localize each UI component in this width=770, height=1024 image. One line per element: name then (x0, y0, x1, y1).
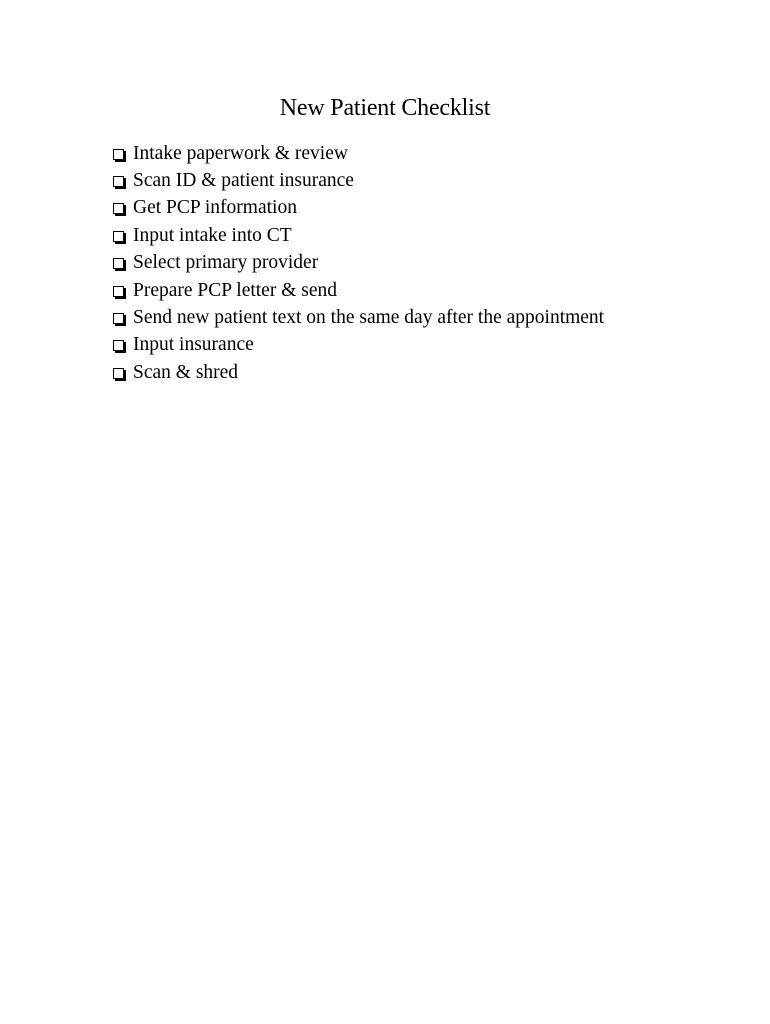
empty-checkbox-icon (113, 231, 124, 242)
empty-checkbox-icon (113, 149, 124, 160)
checklist-item-label: Send new patient text on the same day after the appointment (133, 307, 605, 329)
empty-checkbox-icon (113, 340, 124, 351)
checklist-item (113, 304, 604, 331)
page-title: New Patient Checklist (279, 95, 491, 121)
checklist-item-label: Get PCP information (133, 197, 297, 219)
checklist-item (113, 332, 604, 359)
checklist-item-label: Input intake into CT (133, 224, 292, 246)
empty-checkbox-icon (113, 258, 124, 269)
empty-checkbox-icon (113, 203, 124, 214)
checklist-item (113, 140, 604, 167)
checklist-item-label: Select primary provider (133, 252, 319, 274)
checklist-item (113, 222, 604, 249)
empty-checkbox-icon (113, 313, 124, 324)
checklist-item (113, 167, 604, 194)
checklist-item (113, 359, 604, 386)
checklist-item (113, 277, 604, 304)
checklist-item (113, 195, 604, 222)
checklist-item (113, 250, 604, 277)
empty-checkbox-icon (113, 176, 124, 187)
checklist-item-label: Input insurance (133, 334, 254, 356)
checklist-item-label: Scan ID & patient insurance (133, 170, 354, 192)
empty-checkbox-icon (113, 286, 124, 297)
checklist-item-label: Intake paperwork & review (133, 142, 348, 164)
checklist-item-label: Scan & shred (133, 361, 239, 383)
checklist (113, 140, 604, 387)
checklist-item-label: Prepare PCP letter & send (133, 279, 337, 301)
empty-checkbox-icon (113, 368, 124, 379)
